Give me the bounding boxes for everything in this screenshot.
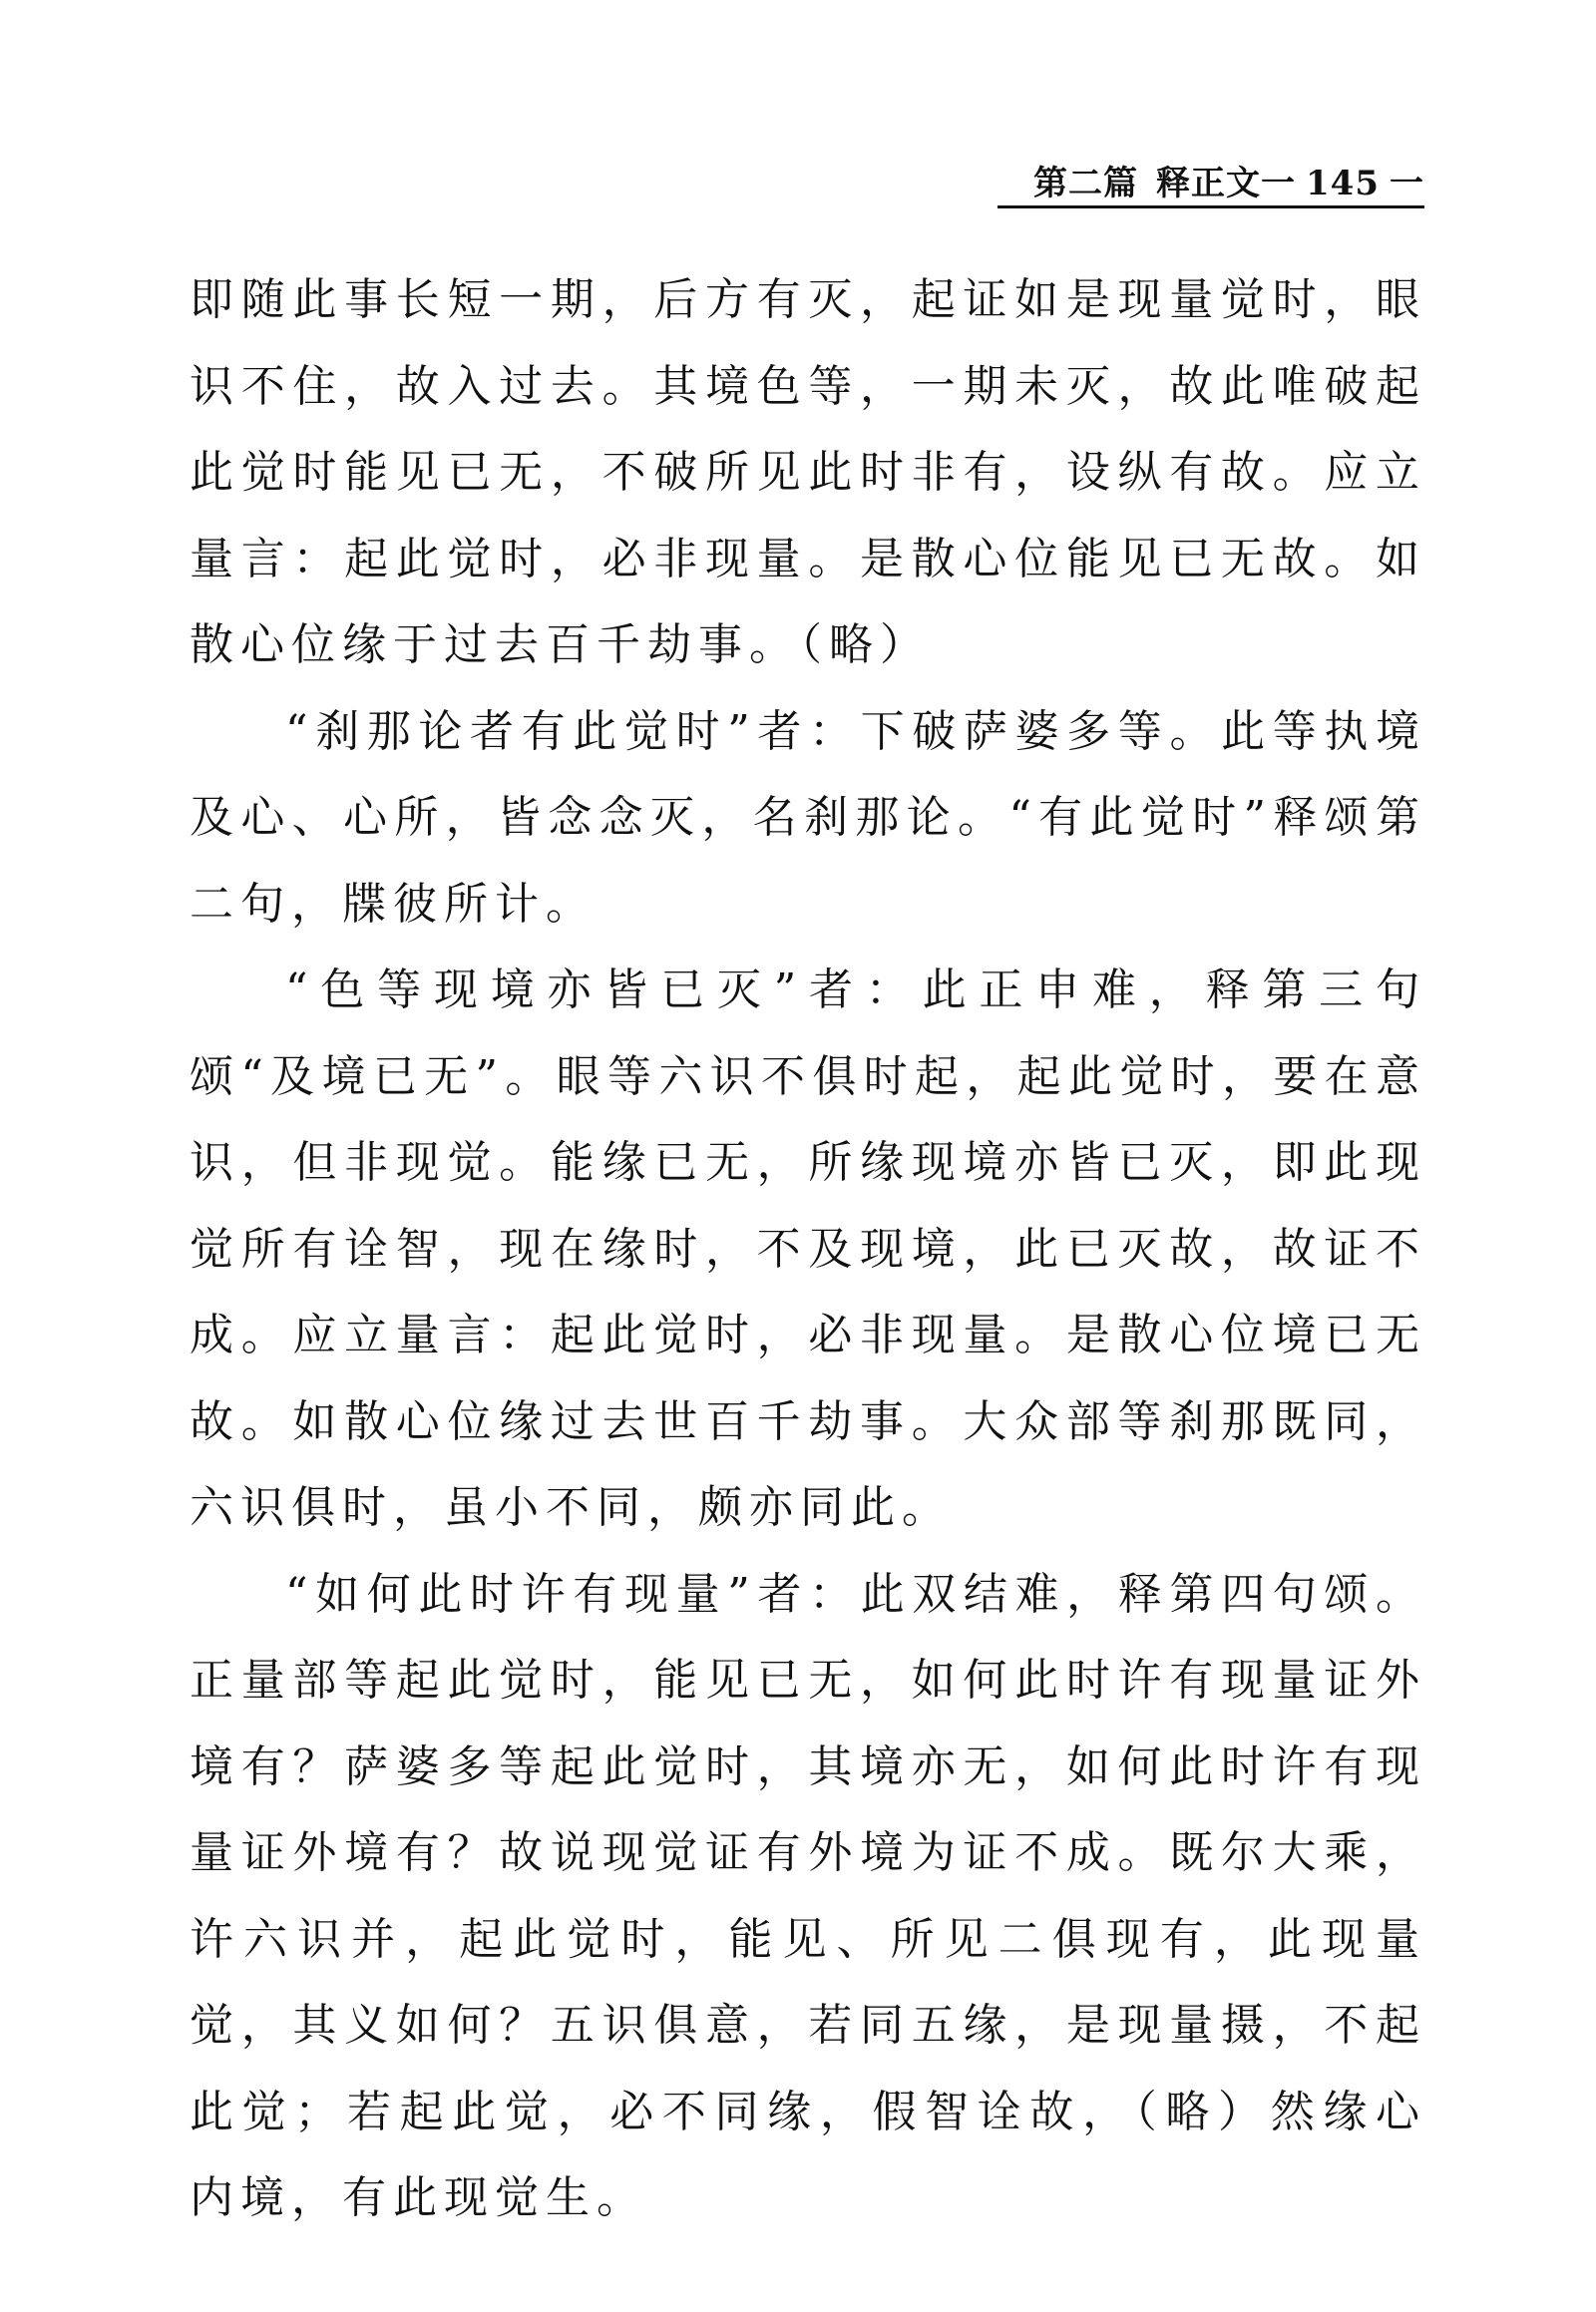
body-text: [190, 257, 1426, 2242]
paragraph-4: “如何此时许有现量”者：此双结难，释第四句颂。正量部等起此觉时，能见已无，如何此时许有现量证外境有？萨婆多等起此觉时，其境亦无，如何此时许有现量证外境有？故说现觉证有外境为证不成。既尔大乘，许六识并，起此觉时，能见、所见二俱现有，此现量觉，其义如何？五识俱意，若同五缘，是现量摄，不起此觉；若起此觉，必不同缘，假智诠故，（略）然缘心内境，有此现觉生。: [190, 1568, 1426, 2223]
paragraph-2: “刹那论者有此觉时”者：下破萨婆多等。此等执境及心、心所，皆念念灭，名刹那论。“有此觉时”释颂第二句，牒彼所计。: [190, 705, 1426, 930]
header-chapter: 释正文一: [1156, 164, 1297, 203]
header-section: 第二篇: [1033, 164, 1139, 203]
paragraph-1: 即随此事长短一期，后方有灭，起证如是现量觉时，眼识不住，故入过去。其境色等，一期未灭，故此唯破起此觉时能见已无，不破所见此时非有，设纵有故。应立量言：起此觉时，必非现量。是散心位能见已无故。如散心位缘于过去百千劫事。（略）: [190, 274, 1426, 670]
header-dash: 一: [1390, 164, 1424, 203]
page-number: 145: [1306, 164, 1380, 203]
paragraph-3: “色等现境亦皆已灭”者：此正申难，释第三句颂“及境已无”。眼等六识不俱时起，起此觉时，要在意识，但非现觉。能缘已无，所缘现境亦皆已灭，即此现觉所有诠智，现在缘时，不及现境，此已灭故，故证不成。应立量言：起此觉时，必非现量。是散心位境已无故。如散心位缘过去世百千劫事。大众部等刹那既同，六识俱时，虽小不同，颇亦同此。: [190, 964, 1426, 1533]
running-header: [998, 160, 1424, 208]
